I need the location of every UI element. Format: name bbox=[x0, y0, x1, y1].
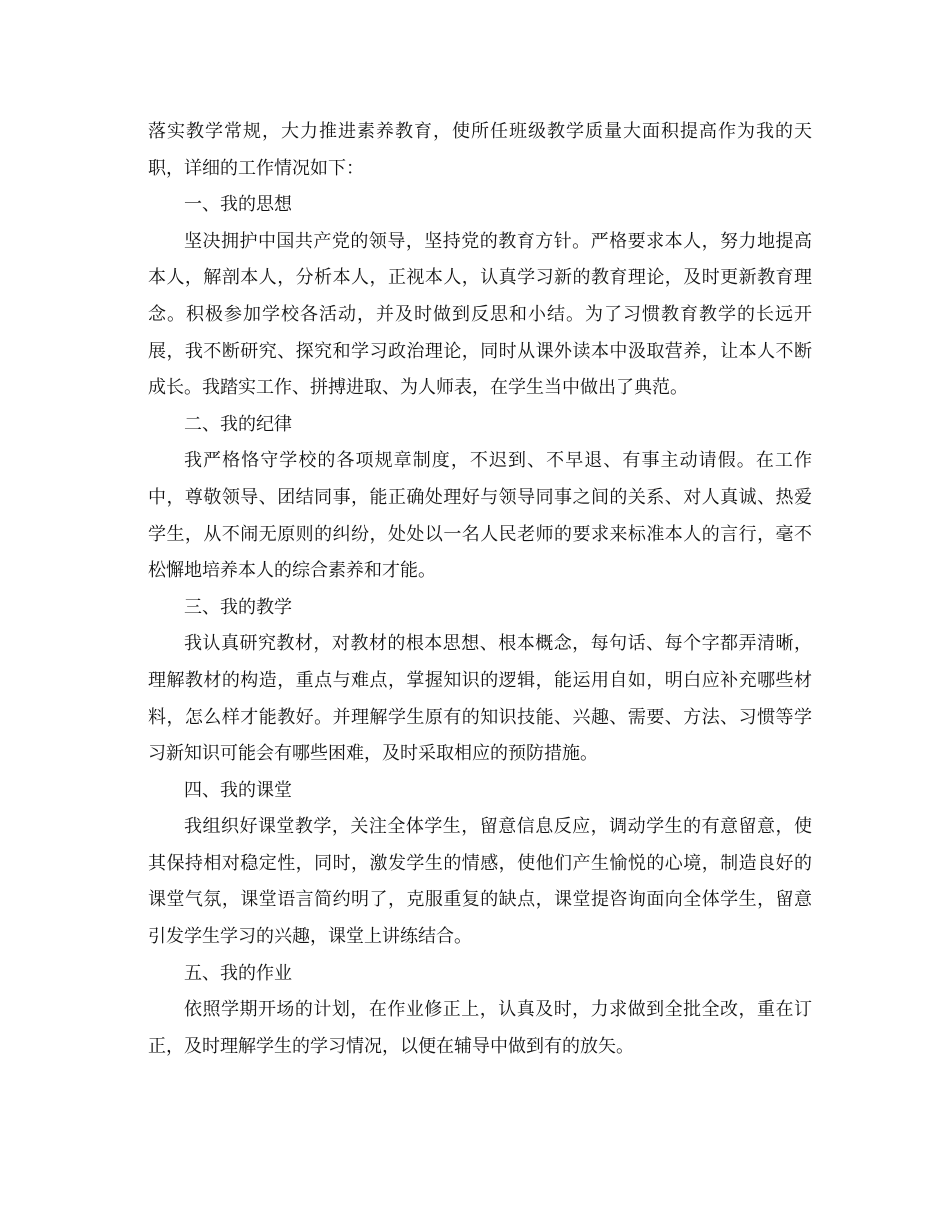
intro-paragraph: 落实教学常规，大力推进素养教育，使所任班级教学质量大面积提高作为我的天职，详细的工作情况如下： bbox=[148, 121, 812, 179]
section-paragraph-teaching: 我认真研究教材，对教材的根本思想、根本概念，每句话、每个字都弄清晰，理解教材的构造，重点与难点，掌握知识的逻辑，能运用自如，明白应补充哪些材料，怎么样才能教好。并理解学生原有的知识技能、兴趣、需要、方法、习惯等学习新知识可能会有哪些困难，及时采取相应的预防措施。 bbox=[148, 633, 812, 765]
section-heading-classroom: 四、我的课堂 bbox=[184, 779, 292, 801]
document-body bbox=[148, 114, 812, 1065]
section-heading-homework: 五、我的作业 bbox=[184, 962, 292, 984]
section-paragraph-classroom: 我组织好课堂教学，关注全体学生，留意信息反应，调动学生的有意留意，使其保持相对稳定性，同时，激发学生的情感，使他们产生愉悦的心境，制造良好的课堂气氛，课堂语言简约明了，克服重复的缺点，课堂提咨询面向全体学生，留意引发学生学习的兴趣，课堂上讲练结合。 bbox=[148, 816, 812, 948]
section-paragraph-homework: 依照学期开场的计划，在作业修正上，认真及时，力求做到全批全改，重在订正，及时理解学生的学习情况，以便在辅导中做到有的放矢。 bbox=[148, 999, 812, 1057]
section-paragraph-thought: 坚决拥护中国共产党的领导，坚持党的教育方针。严格要求本人，努力地提高本人，解剖本人，分析本人，正视本人，认真学习新的教育理论，及时更新教育理念。积极参加学校各活动，并及时做到反思和小结。为了习惯教育教学的长远开展，我不断研究、探究和学习政治理论，同时从课外读本中汲取营养，让本人不断成长。我踏实工作、拼搏进取、为人师表，在学生当中做出了典范。 bbox=[148, 230, 812, 399]
section-heading-discipline: 二、我的纪律 bbox=[184, 413, 292, 435]
section-heading-teaching: 三、我的教学 bbox=[184, 596, 292, 618]
section-heading-thought: 一、我的思想 bbox=[184, 194, 292, 216]
section-paragraph-discipline: 我严格恪守学校的各项规章制度，不迟到、不早退、有事主动请假。在工作中，尊敬领导、团结同事，能正确处理好与领导同事之间的关系、对人真诚、热爱学生，从不闹无原则的纠纷，处处以一名人民老师的要求来标准本人的言行，毫不松懈地培养本人的综合素养和才能。 bbox=[148, 450, 812, 582]
